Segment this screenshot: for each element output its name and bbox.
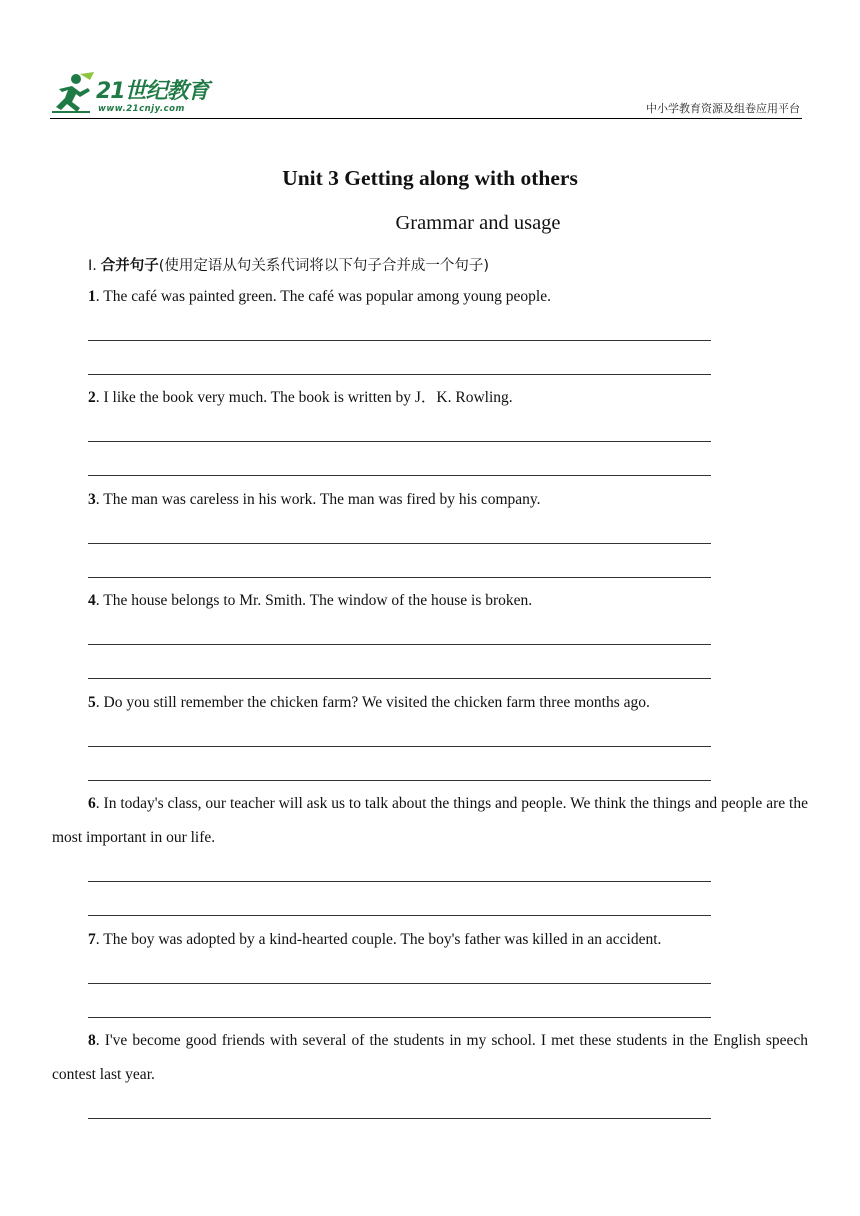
section-note: (使用定语从句关系代词将以下句子合并成一个句子) <box>158 258 490 274</box>
question-text: . The house belongs to Mr. Smith. The window of the house is broken. <box>95 592 533 609</box>
answer-line[interactable] <box>88 543 711 544</box>
answer-line[interactable] <box>88 780 711 781</box>
question-7 <box>52 923 808 957</box>
question-number: 6 <box>88 795 96 812</box>
question-number: 2 <box>88 389 96 406</box>
answer-line[interactable] <box>88 915 711 916</box>
answer-line[interactable] <box>88 644 711 645</box>
logo-text: 21世纪教育 <box>96 79 209 104</box>
question-number: 1 <box>88 288 96 305</box>
question-number: 7 <box>88 931 96 948</box>
answer-line[interactable] <box>88 475 711 476</box>
page-subtitle: Grammar and usage <box>395 212 561 234</box>
question-number: 5 <box>88 694 96 711</box>
question-3 <box>52 483 808 517</box>
question-2 <box>52 381 808 415</box>
answer-line[interactable] <box>88 374 711 375</box>
logo-url: www.21cnjy.com <box>98 104 185 114</box>
answer-line[interactable] <box>88 983 711 984</box>
answer-line[interactable] <box>88 340 711 341</box>
page-header <box>50 66 802 119</box>
section-label: 合并句子 <box>100 258 159 274</box>
section-heading <box>88 254 489 275</box>
answer-line[interactable] <box>88 1118 711 1119</box>
question-number: 4 <box>88 592 96 609</box>
question-number: 8 <box>88 1032 96 1049</box>
answer-line[interactable] <box>88 678 711 679</box>
platform-label: 中小学教育资源及组卷应用平台 <box>646 102 800 115</box>
question-8 <box>52 1024 808 1092</box>
question-text: . Do you still remember the chicken farm? We visited the chicken farm three months ago. <box>95 694 650 711</box>
logo <box>50 70 220 116</box>
page-title: Unit 3 Getting along with others <box>282 166 578 190</box>
question-text: . I've become good friends with several of the students in my school. I met these students in the English speech contest last year. <box>52 1032 808 1083</box>
answer-line[interactable] <box>88 1017 711 1018</box>
question-text: . The man was careless in his work. The man was fired by his company. <box>95 491 541 508</box>
answer-line[interactable] <box>88 441 711 442</box>
question-number: 3 <box>88 491 96 508</box>
question-4 <box>52 584 808 618</box>
question-text: . The boy was adopted by a kind‐hearted couple. The boy's father was killed in an accident. <box>95 931 662 948</box>
question-text: . The café was painted green. The café was popular among young people. <box>95 288 551 305</box>
answer-line[interactable] <box>88 881 711 882</box>
runner-logo-icon <box>50 70 96 116</box>
question-text: . I like the book very much. The book is written by J．K. Rowling. <box>95 389 513 406</box>
question-1 <box>52 280 808 314</box>
answer-line[interactable] <box>88 577 711 578</box>
question-5 <box>52 686 808 720</box>
answer-line[interactable] <box>88 746 711 747</box>
question-6 <box>52 787 808 855</box>
question-text: . In today's class, our teacher will ask us to talk about the things and people. We think the things and people are the most important in our life. <box>52 795 808 846</box>
section-roman: Ⅰ. <box>88 258 97 274</box>
